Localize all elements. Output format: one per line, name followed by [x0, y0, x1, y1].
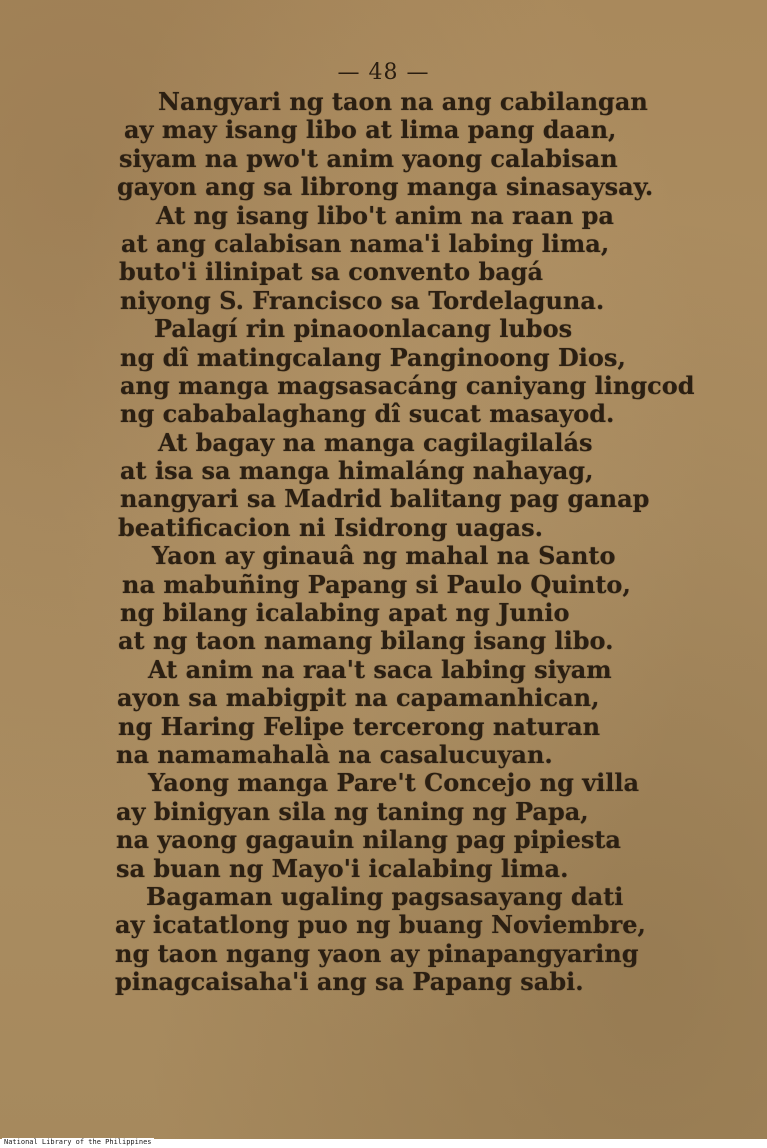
- verse-line: at isa sa manga himaláng nahayag,: [120, 456, 594, 486]
- verse-line: na yaong gagauin nilang pag pipiesta: [116, 825, 621, 855]
- verse-line: na mabuñing Papang si Paulo Quinto,: [122, 569, 631, 599]
- verse-line: buto'i ilinipat sa convento bagá: [119, 257, 544, 287]
- verse-line: Yaon ay ginauâ ng mahal na Santo: [152, 541, 616, 571]
- page-number: — 48 —: [337, 60, 430, 85]
- verse-line: at ang calabisan nama'i labing lima,: [121, 228, 610, 258]
- verse-line: Bagaman ugaling pagsasayang dati: [146, 881, 624, 911]
- verse-line: nangyari sa Madrid balitang pag ganap: [120, 484, 650, 514]
- verse-line: ng taon ngang yaon ay pinapangyaring: [115, 938, 639, 968]
- verse-line: At ng isang libo't anim na raan pa: [156, 200, 614, 230]
- verse-line: ay binigyan sila ng taning ng Papa,: [116, 796, 589, 826]
- verse-line: niyong S. Francisco sa Tordelaguna.: [120, 285, 605, 315]
- verse-line: na namamahalà na casalucuyan.: [116, 739, 553, 769]
- verse-line: At anim na raa't saca labing siyam: [148, 654, 612, 684]
- library-footer: National Library of the Philippines: [4, 1138, 152, 1146]
- verse-line: ng dî matingcalang Panginoong Dios,: [120, 342, 626, 372]
- verse-line: ayon sa mabigpit na capamanhican,: [117, 683, 600, 713]
- verse-line: At bagay na manga cagilagilalás: [158, 427, 593, 457]
- verse-line: ng bilang icalabing apat ng Junio: [120, 598, 570, 628]
- verse-line: ang manga magsasacáng caniyang lingcod: [120, 370, 695, 400]
- verse-line: ay icatatlong puo ng buang Noviembre,: [115, 910, 646, 940]
- verse-line: gayon ang sa librong manga sinasaysay.: [117, 172, 654, 202]
- verse-line: sa buan ng Mayo'i icalabing lima.: [116, 853, 569, 883]
- verse-line: pinagcaisaha'i ang sa Papang sabi.: [115, 967, 584, 997]
- verse-text: [112, 88, 712, 997]
- verse-line: ay may isang libo at lima pang daan,: [124, 115, 617, 145]
- verse-line: ng Haring Felipe tercerong naturan: [118, 711, 601, 741]
- verse-line: siyam na pwo't anim yaong calabisan: [119, 143, 618, 173]
- verse-line: ng cababalaghang dî sucat masayod.: [120, 399, 615, 429]
- verse-line: at ng taon namang bilang isang libo.: [118, 626, 614, 656]
- verse-line: beatificacion ni Isidrong uagas.: [118, 512, 543, 542]
- verse-line: Yaong manga Pare't Concejo ng villa: [148, 768, 640, 798]
- verse-line: Nangyari ng taon na ang cabilangan: [158, 87, 648, 116]
- verse-line: Palagí rin pinaoonlacang lubos: [154, 314, 573, 344]
